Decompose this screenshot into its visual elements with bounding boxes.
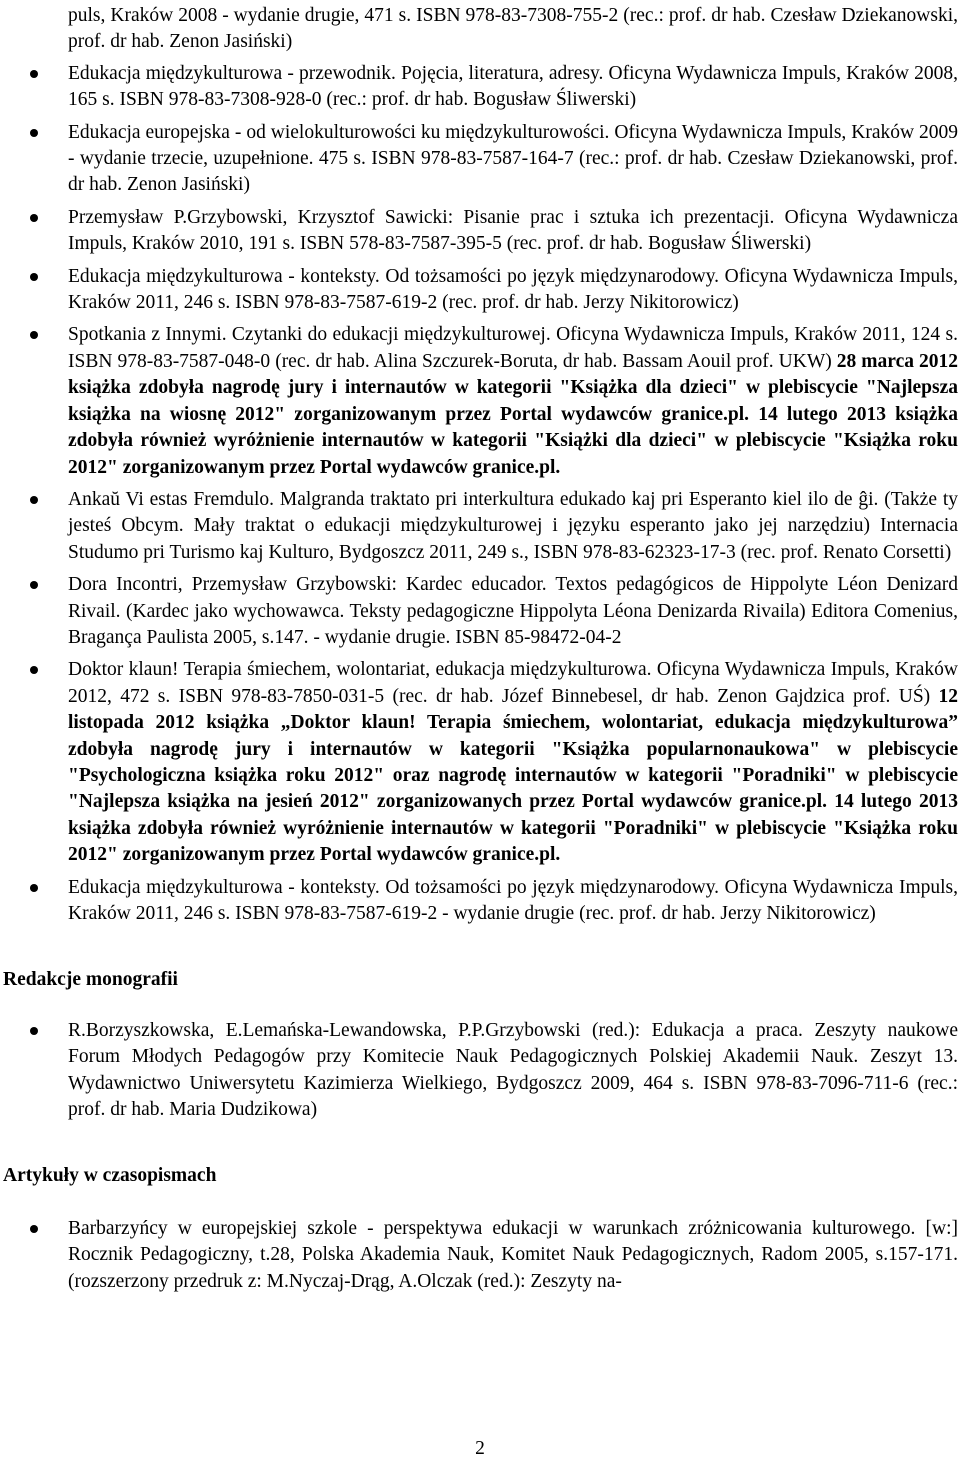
list-item xyxy=(0,572,960,651)
award-note: 12 listopada 2012 książka „Doktor klaun! Terapia śmiechem, wolontariat, edukacja międzykulturowa” zdobyła nagrodę jury i internautów w kategorii "Książka popularnonaukowa" w plebiscycie "Psychologiczna książka roku 2012" oraz nagrodę internautów w kategorii "Poradniki" w plebiscycie "Najlepsza książka na jesień 2012" zorganizowanych przez Portal wydawców granice.pl. 14 lutego 2013 książka zdobyła również wyróżnienie internautów w kategorii "Poradniki" w plebiscycie "Książka roku 2012" zorganizowanym przez Portal wydawców granice.pl. xyxy=(68,685,958,866)
entry-text: Przemysław P.Grzybowski, Krzysztof Sawicki: Pisanie prac i sztuka ich prezentacji. Oficyna Wydawnicza Impuls, Kraków 2010, 191 s. ISBN 578-83-7587-395-5 (rec. prof. dr hab. Bogusław Śliwerski) xyxy=(68,206,958,255)
list-item xyxy=(0,657,960,868)
entry-text: Ankaŭ Vi estas Fremdulo. Malgranda traktato pri interkultura edukado kaj pri Esperanto kiel ilo de ĝi. (Także ty jesteś Obcym. Mały traktat o edukacji międzykulturowej i języku esperanto jako jej narzędziu) Internacia Studumo pri Turismo kaj Kulturo, Bydgoszcz 2011, 249 s., ISBN 978-83-62323-17-3 (rec. prof. Renato Corsetti) xyxy=(68,488,958,563)
list-item xyxy=(0,264,960,317)
list-item xyxy=(0,322,960,480)
bullet-icon xyxy=(30,1027,38,1035)
publication-list xyxy=(0,61,960,928)
entry-text: R.Borzyszkowska, E.Lemańska-Lewandowska, P.P.Grzybowski (red.): Edukacja a praca. Zeszyty naukowe Forum Młodych Pedagogów przy Komitecie Nauk Pedagogicznych Polskiej Akademii Nauk. Zeszyt 13. Wydawnictwo Uniwersytetu Kazimierza Wielkiego, Bydgoszcz 2009, 464 s. ISBN 978-83-7096-711-6 (rec.: prof. dr hab. Maria Dudzikowa) xyxy=(68,1019,958,1121)
list-item xyxy=(0,61,960,114)
bullet-icon xyxy=(30,581,38,589)
entry-text: Barbarzyńcy w europejskiej szkole - perspektywa edukacji w warunkach zróżnicowania kulturowego. [w:] Rocznik Pedagogiczny, t.28, Polska Akademia Nauk, Komitet Nauk Pedagogicznych, Radom 2005, s.157-171. (rozszerzony przedruk z: M.Nyczaj-Drąg, A.Olczak (red.): Zeszyty na- xyxy=(68,1217,958,1292)
bullet-icon xyxy=(30,273,38,281)
list-item xyxy=(0,1018,960,1124)
entry-text: Edukacja europejska - od wielokulturowości ku międzykulturowości. Oficyna Wydawnicza Impuls, Kraków 2009 - wydanie trzecie, uzupełnione. 475 s. ISBN 978-83-7587-164-7 (rec.: prof. dr hab. Czesław Dziekanowski, prof. dr hab. Zenon Jasiński) xyxy=(68,121,958,196)
list-item xyxy=(0,120,960,199)
list-item xyxy=(0,205,960,258)
entry-text: Dora Incontri, Przemysław Grzybowski: Kardec educador. Textos pedagógicos de Hippolyte Léon Denizard Rivail. (Kardec jako wychowawca. Teksty pedagogiczne Hippolyta Léona Denizarda Rivaila) Editora Comenius, Bragança Paulista 2005, s.147. - wydanie drugie. ISBN 85-98472-04-2 xyxy=(68,574,958,648)
bullet-icon xyxy=(30,884,38,892)
list-item xyxy=(0,487,960,566)
list-item xyxy=(0,875,960,928)
entry-text: Spotkania z Innymi. Czytanki do edukacji międzykulturowej. Oficyna Wydawnicza Impuls, Kraków 2011, 124 s. ISBN 978-83-7587-048-0 (rec. dr hab. Alina Szczurek-Boruta, dr hab. Bassam Aouil prof. UKW) xyxy=(68,324,958,372)
monografie-list xyxy=(0,1018,960,1124)
entry-text: Doktor klaun! Terapia śmiechem, wolontariat, edukacja międzykulturowa. Oficyna Wydawnicza Impuls, Kraków 2012, 472 s. ISBN 978-83-7850-031-5 (rec. dr hab. Józef Binnebesel, dr hab. Zenon Gajdzica prof. UŚ) xyxy=(68,659,958,707)
entry-text: Edukacja międzykulturowa - przewodnik. Pojęcia, literatura, adresy. Oficyna Wydawnicza Impuls, Kraków 2008, 165 s. ISBN 978-83-7308-928-0 (rec.: prof. dr hab. Bogusław Śliwerski) xyxy=(68,62,958,111)
bullet-icon xyxy=(30,666,38,674)
section-heading-artykuly: Artykuły w czasopismach xyxy=(3,1165,217,1187)
entry-text: Edukacja międzykulturowa - konteksty. Od tożsamości po język międzynarodowy. Oficyna Wydawnicza Impuls, Kraków 2011, 246 s. ISBN 978-83-7587-619-2 - wydanie drugie (rec. prof. dr hab. Jerzy Nikitorowicz) xyxy=(68,876,958,924)
section-heading-monografie: Redakcje monografii xyxy=(3,969,178,991)
bullet-icon xyxy=(30,1225,38,1233)
artykuly-list xyxy=(0,1216,960,1295)
page-number: 2 xyxy=(475,1438,485,1459)
continued-entry: puls, Kraków 2008 - wydanie drugie, 471 s. ISBN 978-83-7308-755-2 (rec.: prof. dr hab. Czesław Dziekanowski, prof. dr hab. Zenon Jasiński) xyxy=(68,5,958,53)
bullet-icon xyxy=(30,214,38,222)
entry-text: Edukacja międzykulturowa - konteksty. Od tożsamości po język międzynarodowy. Oficyna Wydawnicza Impuls, Kraków 2011, 246 s. ISBN 978-83-7587-619-2 (rec. prof. dr hab. Jerzy Nikitorowicz) xyxy=(68,265,958,314)
award-note: 28 marca 2012 książka zdobyła nagrodę jury i internautów w kategorii "Książka dla dzieci" w plebiscycie "Najlepsza książka na wiosnę 2012" zorganizowanym przez Portal wydawców granice.pl. 14 lutego 2013 książka zdobyła również wyróżnienie internautów w kategorii "Książki dla dzieci" w plebiscycie "Książka roku 2012" zorganizowanym przez Portal wydawców granice.pl. xyxy=(68,350,958,478)
bullet-icon xyxy=(30,331,38,339)
bullet-icon xyxy=(30,70,38,78)
list-item xyxy=(0,1216,960,1295)
bullet-icon xyxy=(30,496,38,504)
bullet-icon xyxy=(30,129,38,137)
